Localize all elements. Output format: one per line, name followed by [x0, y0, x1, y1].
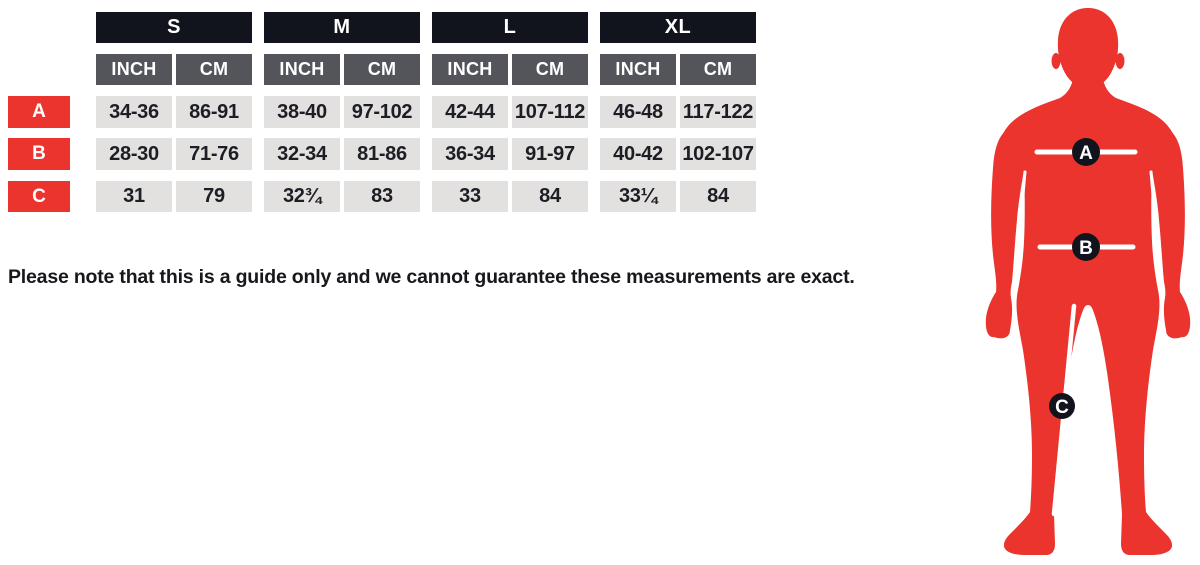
size-header-xl: XL — [600, 12, 756, 43]
unit-header-inch-xl: INCH — [600, 54, 676, 85]
cell-b-s-cm: 71-76 — [176, 138, 252, 170]
row-label-b: B — [8, 138, 70, 170]
cell-c-m-inch: 32¾ — [264, 181, 340, 212]
male-silhouette-diagram — [948, 0, 1200, 565]
marker-a-label: A — [1079, 143, 1093, 164]
cell-b-l-inch: 36-34 — [432, 138, 508, 170]
cell-b-m-cm: 81-86 — [344, 138, 420, 170]
marker-b-label: B — [1079, 238, 1093, 259]
size-chart-table — [8, 12, 756, 212]
row-label-a: A — [8, 96, 70, 128]
cell-a-m-inch: 38-40 — [264, 96, 340, 128]
cell-c-xl-cm: 84 — [680, 181, 756, 212]
cell-c-s-cm: 79 — [176, 181, 252, 212]
unit-header-inch-s: INCH — [96, 54, 172, 85]
row-label-c: C — [8, 181, 70, 212]
unit-header-inch-l: INCH — [432, 54, 508, 85]
cell-c-xl-inch: 33¼ — [600, 181, 676, 212]
cell-b-s-inch: 28-30 — [96, 138, 172, 170]
body-measurement-figure — [948, 0, 1200, 565]
cell-a-s-inch: 34-36 — [96, 96, 172, 128]
cell-a-xl-inch: 46-48 — [600, 96, 676, 128]
cell-c-l-cm: 84 — [512, 181, 588, 212]
size-header-m: M — [264, 12, 420, 43]
cell-b-l-cm: 91-97 — [512, 138, 588, 170]
cell-c-m-cm: 83 — [344, 181, 420, 212]
cell-a-xl-cm: 117-122 — [680, 96, 756, 128]
unit-header-cm-xl: CM — [680, 54, 756, 85]
cell-b-xl-inch: 40-42 — [600, 138, 676, 170]
size-header-l: L — [432, 12, 588, 43]
marker-c-label: C — [1055, 397, 1069, 418]
cell-a-s-cm: 86-91 — [176, 96, 252, 128]
size-header-s: S — [96, 12, 252, 43]
cell-a-l-inch: 42-44 — [432, 96, 508, 128]
unit-header-inch-m: INCH — [264, 54, 340, 85]
cell-c-l-inch: 33 — [432, 181, 508, 212]
cell-c-s-inch: 31 — [96, 181, 172, 212]
cell-b-xl-cm: 102-107 — [680, 138, 756, 170]
unit-header-cm-s: CM — [176, 54, 252, 85]
unit-header-cm-l: CM — [512, 54, 588, 85]
red-body-silhouette — [986, 8, 1190, 555]
unit-header-cm-m: CM — [344, 54, 420, 85]
cell-b-m-inch: 32-34 — [264, 138, 340, 170]
disclaimer-note: Please note that this is a guide only and we cannot guarantee these measurements are exact. — [8, 266, 855, 288]
cell-a-m-cm: 97-102 — [344, 96, 420, 128]
cell-a-l-cm: 107-112 — [512, 96, 588, 128]
